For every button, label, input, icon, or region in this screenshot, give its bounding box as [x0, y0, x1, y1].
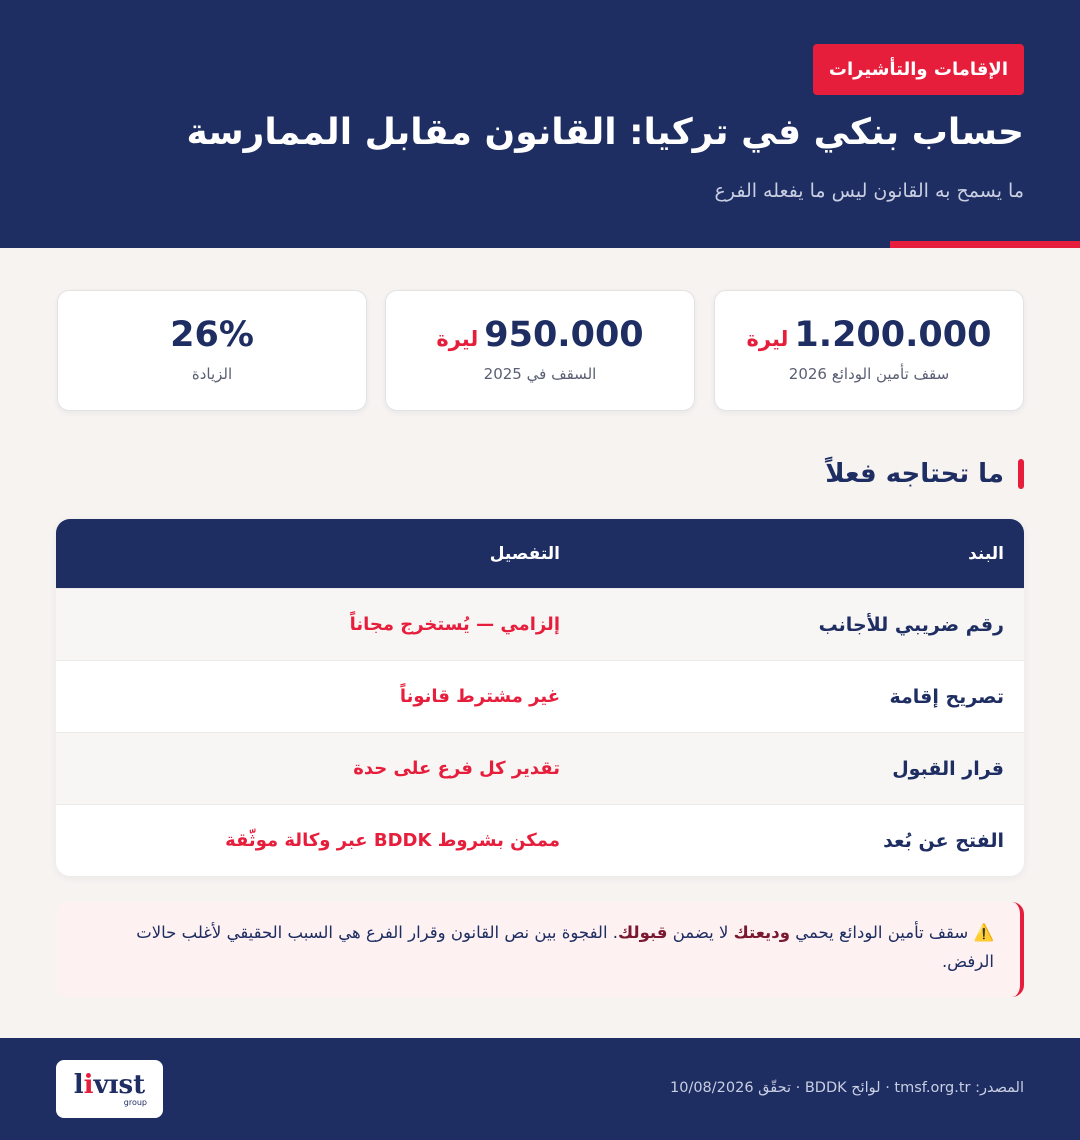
brand-logo[interactable]	[56, 1060, 163, 1118]
header-accent-bar	[890, 241, 1080, 248]
note-text-part: . الفجوة بين نص القانون وقرار الفرع هي السبب الحقيقي لأغلب حالات الرفض.	[136, 923, 994, 971]
logo-subtext: group	[123, 1097, 147, 1107]
row-detail: تقدير كل فرع على حدة	[353, 758, 560, 779]
stat-card-insurance-2026	[714, 290, 1024, 411]
column-header-item: البند	[968, 543, 1004, 564]
warning-note	[56, 902, 1024, 997]
note-emphasis-acceptance: قبولك	[618, 923, 668, 942]
table-row	[56, 660, 1024, 732]
stat-value: 950.000ليرة	[436, 315, 644, 355]
table-row	[56, 804, 1024, 876]
stat-label: سقف تأمين الودائع 2026	[788, 365, 950, 383]
table-row	[56, 732, 1024, 804]
header-banner	[0, 0, 1080, 248]
footer-source: المصدر: tmsf.org.tr · لوائح BDDK · تحقّق 10/08/2026	[670, 1080, 1024, 1096]
page-subtitle: ما يسمح به القانون ليس ما يفعله الفرع	[714, 180, 1024, 202]
note-text-part: لا يضمن	[667, 923, 734, 942]
warning-icon: ⚠️	[973, 923, 994, 942]
table-header-row	[56, 519, 1024, 588]
row-detail: ممكن بشروط BDDK عبر وكالة موثّقة	[225, 830, 560, 851]
stat-card-ceiling-2025	[385, 290, 695, 411]
stat-label: الزيادة	[191, 365, 233, 383]
note-text-part: سقف تأمين الودائع يحمي	[789, 923, 969, 942]
requirements-table	[56, 519, 1024, 876]
stat-value: 1.200.000ليرة	[746, 315, 992, 355]
row-item: قرار القبول	[892, 757, 1004, 780]
row-item: تصريح إقامة	[889, 685, 1004, 708]
section-heading	[825, 459, 1024, 489]
note-emphasis-deposit: وديعتك	[733, 923, 790, 942]
column-header-detail: التفصيل	[489, 543, 560, 564]
section-title: ما تحتاجه فعلاً	[825, 459, 1004, 489]
section-accent-bar	[1018, 459, 1024, 489]
page-title: حساب بنكي في تركيا: القانون مقابل الممارسة	[186, 112, 1024, 153]
row-item: رقم ضريبي للأجانب	[818, 613, 1004, 636]
row-item: الفتح عن بُعد	[883, 829, 1004, 852]
stat-unit: ليرة	[436, 327, 479, 351]
table-body	[56, 588, 1024, 876]
category-badge[interactable]: الإقامات والتأشيرات	[813, 44, 1024, 95]
stat-label: السقف في 2025	[483, 365, 597, 383]
row-detail: غير مشترط قانوناً	[399, 686, 560, 707]
stat-value: 26%	[170, 315, 254, 355]
footer	[0, 1038, 1080, 1140]
stat-card-increase	[57, 290, 367, 411]
table-row	[56, 588, 1024, 660]
logo-wordmark: livɪst	[73, 1069, 146, 1100]
stat-unit: ليرة	[746, 327, 789, 351]
row-detail: إلزامي — يُستخرج مجاناً	[349, 614, 560, 635]
